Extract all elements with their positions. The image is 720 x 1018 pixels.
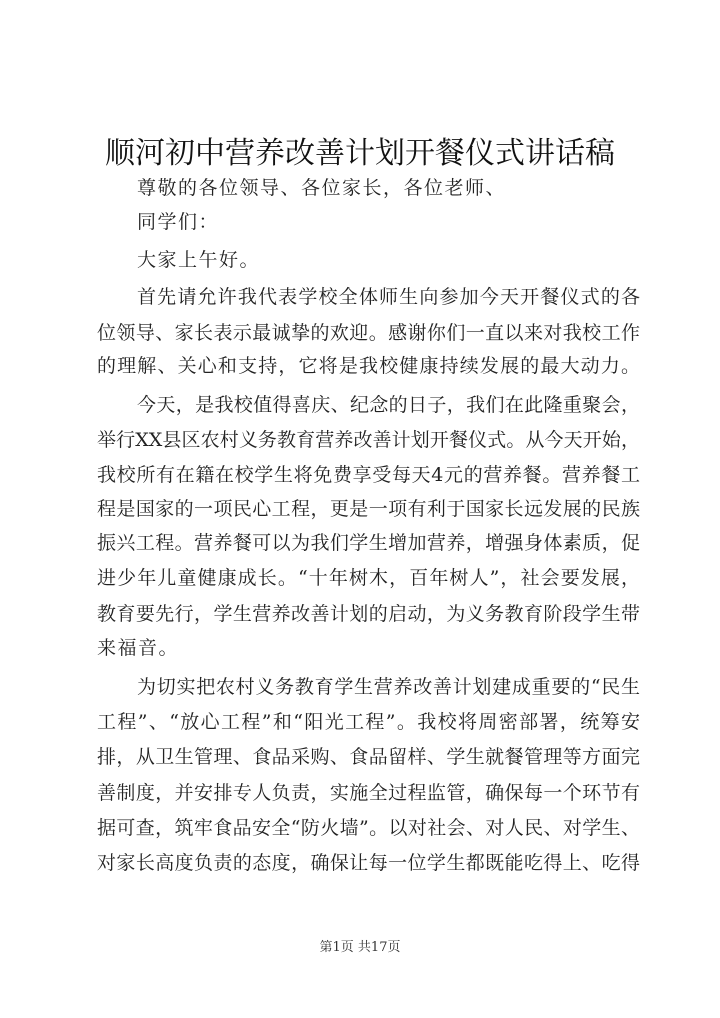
text-line: 举行XX县区农村义务教育营养改善计划开餐仪式。从今天开始， — [97, 429, 640, 451]
text-line: 振兴工程。营养餐可以为我们学生增加营养，增强身体素质，促 — [97, 532, 640, 554]
text-line: 排，从卫生管理、食品采购、食品留样、学生就餐管理等方面完 — [97, 746, 640, 768]
text-line: 大家上午好。 — [137, 249, 261, 271]
page-number-footer: 第1页 共17页 — [319, 940, 401, 955]
text-line: 位领导、家长表示最诚挚的欢迎。感谢你们一直以来对我校工作 — [97, 322, 640, 344]
text-line: 今天，是我校值得喜庆、纪念的日子，我们在此隆重聚会， — [137, 394, 640, 416]
text-line: 据可查，筑牢食品安全“防火墙”。以对社会、对人民、对学生、 — [97, 817, 640, 839]
text-line: 尊敬的各位领导、各位家长，各位老师、 — [137, 177, 507, 199]
text-line: 工程”、“放心工程”和“阳光工程”。我校将周密部署，统筹安 — [97, 711, 640, 733]
text-line: 来福音。 — [97, 637, 180, 659]
document-title: 顺河初中营养改善计划开餐仪式讲话稿 — [105, 136, 615, 171]
text-line: 首先请允许我代表学校全体师生向参加今天开餐仪式的各 — [137, 286, 640, 308]
text-line: 善制度，并安排专人负责，实施全过程监管，确保每一个环节有 — [97, 782, 640, 804]
text-line: 的理解、关心和支持，它将是我校健康持续发展的最大动力。 — [97, 355, 640, 377]
text-line: 对家长高度负责的态度，确保让每一位学生都既能吃得上、吃得 — [97, 852, 640, 874]
text-line: 我校所有在籍在校学生将免费享受每天4元的营养餐。营养餐工 — [97, 464, 640, 486]
text-line: 进少年儿童健康成长。“十年树木，百年树人”，社会要发展， — [97, 567, 640, 589]
text-line: 程是国家的一项民心工程，更是一项有利于国家长远发展的民族 — [97, 498, 640, 520]
text-line: 同学们： — [137, 211, 220, 233]
text-line: 为切实把农村义务教育学生营养改善计划建成重要的“民生 — [137, 676, 640, 698]
text-line: 教育要先行，学生营养改善计划的启动，为义务教育阶段学生带 — [97, 603, 640, 625]
